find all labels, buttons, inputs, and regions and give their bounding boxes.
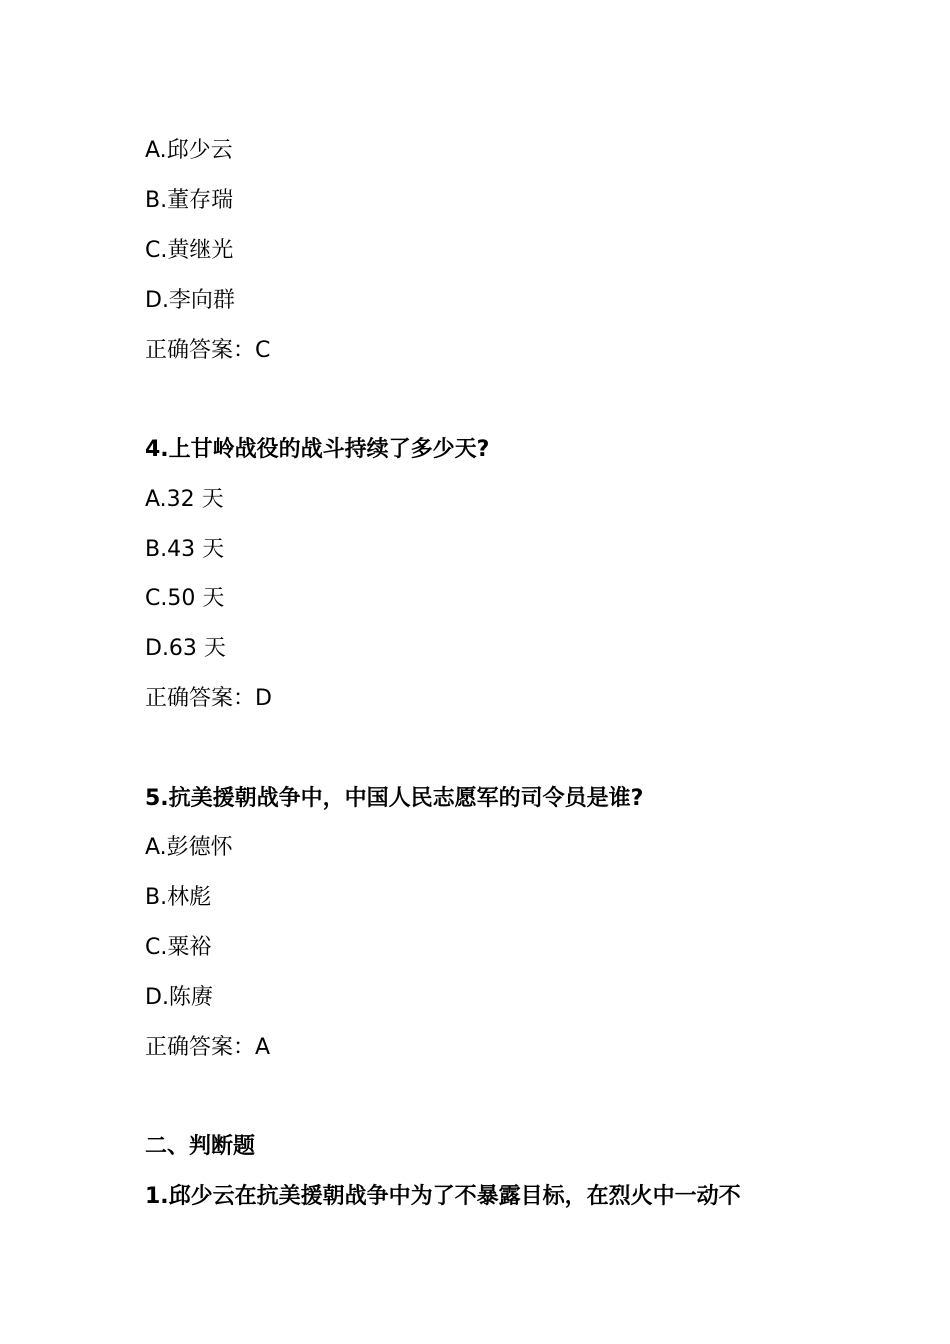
q4-option-c: C.50 天	[145, 586, 225, 611]
q5-option-a: A.彭德怀	[145, 835, 233, 860]
q3-option-b: B.董存瑞	[145, 188, 234, 213]
q3-option-a: A.邱少云	[145, 138, 233, 163]
q5-answer: 正确答案：A	[145, 1035, 271, 1060]
q4-option-b: B.43 天	[145, 537, 225, 562]
q3-option-c: C.黄继光	[145, 238, 234, 263]
section-title: 二、判断题	[145, 1134, 256, 1159]
q5-option-c: C.粟裕	[145, 935, 212, 960]
q4-option-d: D.63 天	[145, 636, 226, 661]
tf-q1-question: 1.邱少云在抗美援朝战争中为了不暴露目标，在烈火中一动不	[145, 1184, 741, 1209]
q5-option-b: B.林彪	[145, 885, 212, 910]
q5-question: 5.抗美援朝战争中，中国人民志愿军的司令员是谁?	[145, 786, 644, 811]
q3-answer: 正确答案：C	[145, 338, 271, 363]
q5-option-d: D.陈赓	[145, 985, 213, 1010]
q4-answer: 正确答案：D	[145, 686, 272, 711]
q4-question: 4.上甘岭战役的战斗持续了多少天?	[145, 437, 490, 462]
q4-option-a: A.32 天	[145, 487, 224, 512]
q3-option-d: D.李向群	[145, 288, 235, 313]
